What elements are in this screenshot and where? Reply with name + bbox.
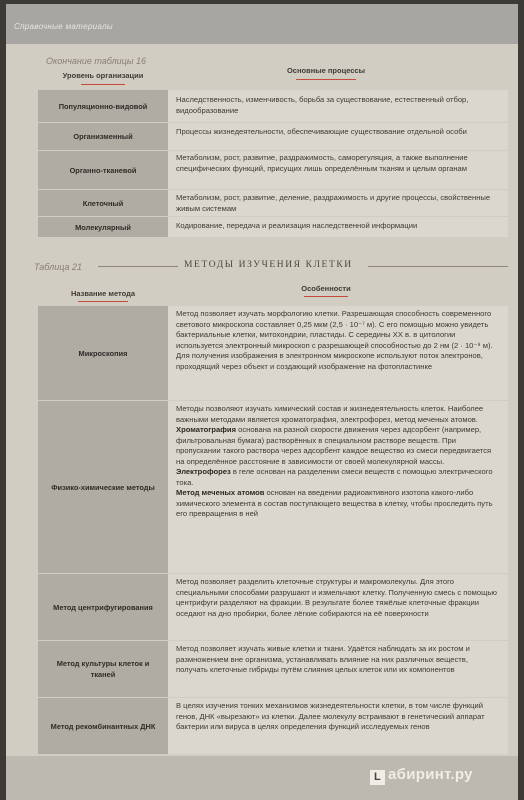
labirint-logo-icon: L (370, 770, 385, 785)
header-underline (304, 296, 348, 297)
header-underline (78, 301, 128, 302)
method-cell: Метод культуры клеток и тканей (38, 641, 168, 697)
process-cell: Метаболизм, рост, развитие, раздражимость, саморегуляция, а также выполнение специфических функций, присущих лишь определённым тканям и целым органам (168, 151, 508, 189)
table16-header-level: Уровень организации (62, 71, 144, 80)
electrophoresis-text: в геле основан на разделении смеси веществ с помощью электрического тока. (176, 467, 493, 487)
features-cell: В целях изучения тонких механизмов жизнедеятельности клетки, в том числе функций генов, ДНК «вырезают» из клетки. Далее молекулу встраивают в генетический аппарат бактерии или вируса в целях определения функций исследуемых генов (168, 698, 508, 754)
header-underline (296, 79, 356, 80)
electrophoresis-term: Электрофорез (176, 467, 231, 476)
table16-header-process: Основные процессы (286, 66, 366, 75)
labeled-atoms-text: основан на введении радиоактивного изотопа какого-либо химического элемента в состав поступающего вещества в клетку, чтобы проследить путь его превращения в ней (176, 488, 493, 518)
table-row (38, 641, 508, 697)
table-row (38, 151, 508, 189)
running-head: Справочные материалы (14, 22, 113, 31)
method-cell: Физико-химические методы (38, 401, 168, 573)
table-row (38, 306, 508, 400)
labeled-atoms-paragraph (176, 488, 500, 520)
chromatography-term: Хроматография (176, 425, 237, 434)
book-page (6, 4, 518, 800)
watermark-text: абиринт.ру (388, 766, 473, 783)
table-row (38, 190, 508, 216)
features-cell: Метод позволяет изучать морфологию клетки. Разрешающая способность современного светового микроскопа составляет 0,25 мкм (2,5 · 10⁻⁷ м). С его помощью можно увидеть бактериальные клетки, митохондрии, пластиды. С середины XX в. в цитологии используется электронный микроскоп с разрешающей способностью до 2 нм (2 · 10⁻⁹ м). Для получения изображения в электронном микроскопе используют поток электронов, проходящий через объект и создающий изображение на фотопластинке (168, 306, 508, 400)
level-cell: Клеточный (38, 190, 168, 216)
table21-title: МЕТОДЫ ИЗУЧЕНИЯ КЛЕТКИ (184, 260, 353, 270)
level-cell: Организменный (38, 123, 168, 150)
method-cell: Метод рекомбинантных ДНК (38, 698, 168, 754)
process-cell: Метаболизм, рост, развитие, деление, раздражимость и другие процессы, свойственные живым системам (168, 190, 508, 216)
table-row (38, 574, 508, 640)
labeled-atoms-term: Метод меченых атомов (176, 488, 265, 497)
process-cell: Кодирование, передача и реализация наследственной информации (168, 217, 508, 237)
level-cell: Молекулярный (38, 217, 168, 237)
process-cell: Наследственность, изменчивость, борьба за существование, естественный отбор, видообразование (168, 90, 508, 122)
labirint-watermark (370, 766, 473, 785)
physchem-intro: Методы позволяют изучать химический состав и жизнедеятельность клеток. Наиболее важными методами является хроматография, электрофорез, метод меченых атомов. (176, 404, 484, 424)
table21-header-features: Особенности (301, 284, 351, 293)
title-rule-left (98, 266, 178, 267)
method-cell: Микроскопия (38, 306, 168, 400)
level-cell: Популяционно-видовой (38, 90, 168, 122)
title-rule-right (368, 266, 508, 267)
table16-caption: Окончание таблицы 16 (46, 56, 146, 66)
features-cell: Метод позволяет изучать живые клетки и ткани. Удаётся наблюдать за их ростом и размножением вне организма, устанавливать влияние на них различных веществ, получать клеточные гибриды путём слияния целых клеток или их компонентов (168, 641, 508, 697)
table-row (38, 123, 508, 150)
header-underline (81, 84, 125, 85)
method-cell: Метод центрифугирования (38, 574, 168, 640)
features-cell (168, 401, 508, 573)
level-cell: Органно-тканевой (38, 151, 168, 189)
process-cell: Процессы жизнедеятельности, обеспечивающие существование отдельной особи (168, 123, 508, 150)
table-row (38, 401, 508, 573)
table21-header-method: Название метода (70, 289, 136, 298)
chromatography-paragraph (176, 425, 500, 467)
table-row (38, 698, 508, 754)
electrophoresis-paragraph (176, 467, 500, 488)
features-cell: Метод позволяет разделить клеточные структуры и макромолекулы. Для этого специальными способами разрушают и измельчают клетку. Полученную смесь с помощью центрифуги разделяют на фракции. В результате более тяжёлые клеточные фракции оседают на дно пробирки, более лёгкие собираются на её поверхности (168, 574, 508, 640)
table-row (38, 217, 508, 237)
table21-caption: Таблица 21 (34, 262, 83, 272)
table-row (38, 90, 508, 122)
chromatography-text: основана на разной скорости движения через адсорбент (например, фильтровальная бумага) растворённых в специальном растворе веществ. При пропускании такого раствора через адсорбент каждое вещество из смеси передвигается на определённое расстояние в зависимости от своей молекулярной массы. (176, 425, 492, 466)
